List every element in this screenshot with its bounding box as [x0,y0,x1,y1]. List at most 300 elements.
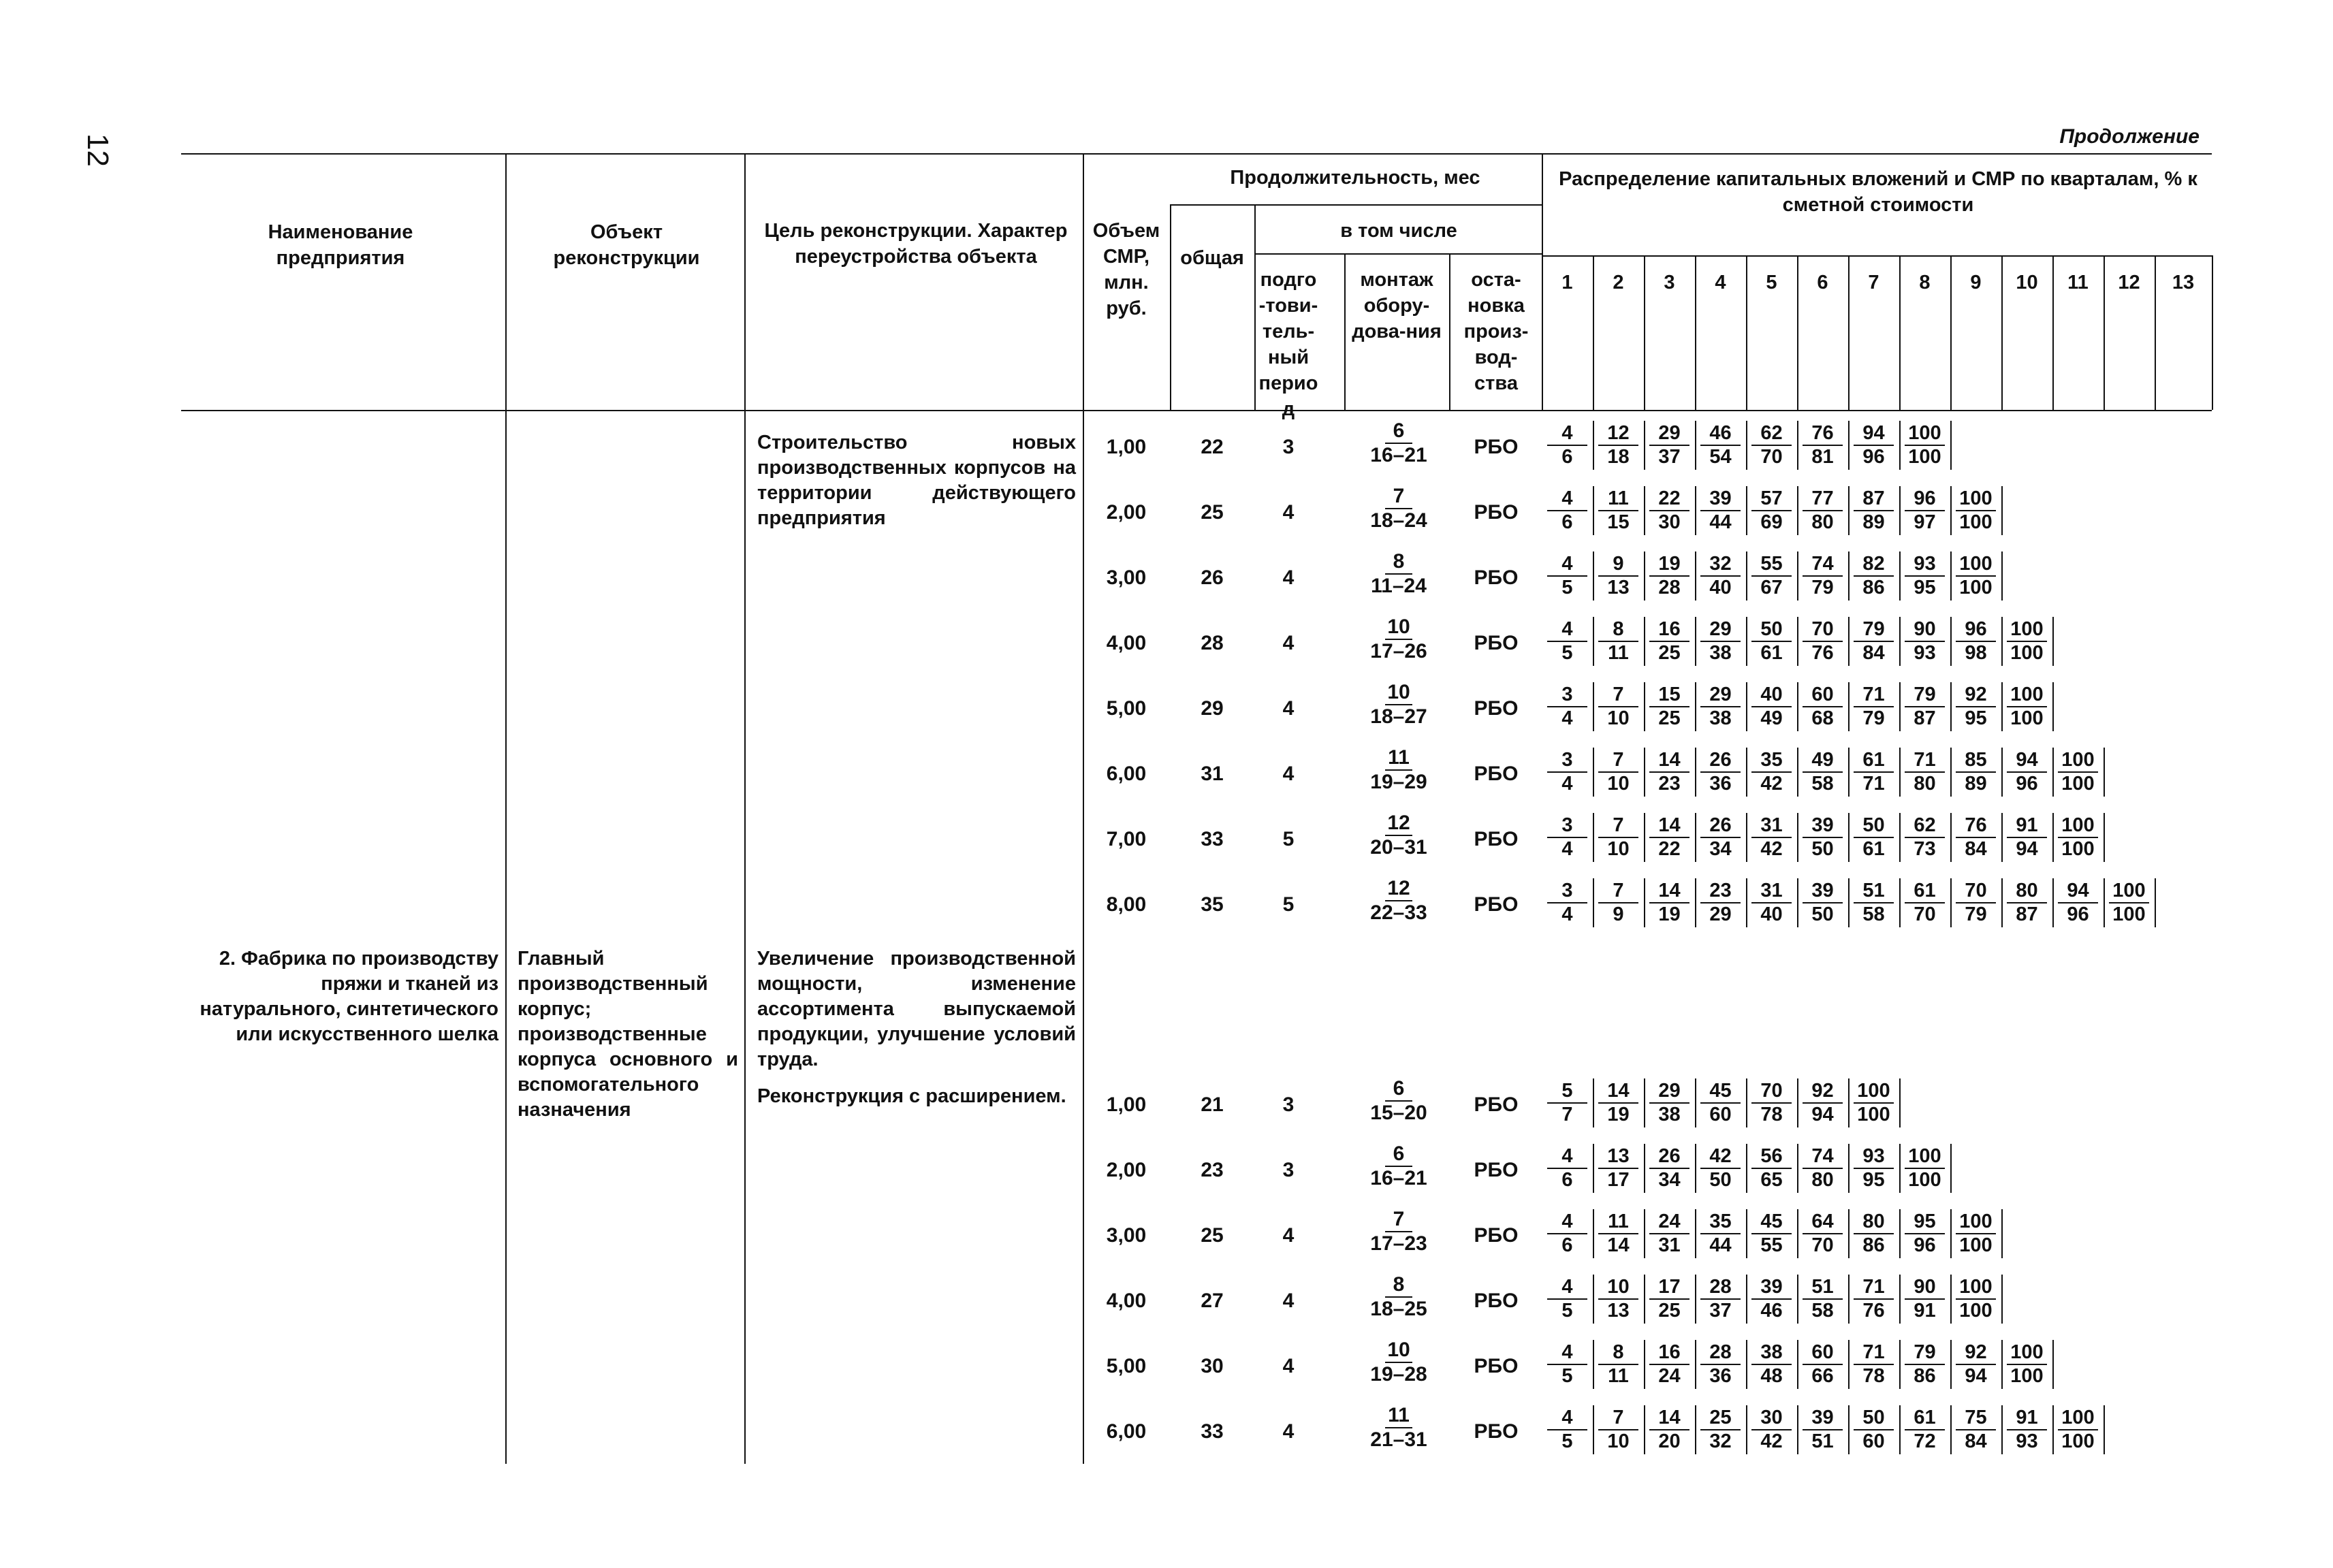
quarter-fraction: 4 5 [1547,618,1587,665]
quarter-cell-line [1797,748,1798,797]
col-line-prep [1254,204,1256,410]
quarter-fraction: 50 60 [1854,1407,1894,1453]
quarter-fraction: 94 96 [2058,880,2098,926]
quarter-fraction: 29 38 [1700,684,1741,730]
quarter-fraction: 11 14 [1598,1211,1638,1257]
quarter-fraction: 91 93 [2007,1407,2047,1453]
page-number: 12 [81,133,114,167]
quarter-fraction: 26 36 [1700,749,1741,795]
quarter-cell-line [1695,1078,1696,1127]
quarter-cell-line [1797,1340,1798,1389]
quarter-fraction: 28 37 [1700,1276,1741,1322]
total-duration-value: 33 [1201,1420,1224,1443]
quarter-cell-line [1746,486,1747,535]
quarter-fraction: 82 86 [1854,553,1894,599]
quarter-cell-line [1797,1405,1798,1454]
prep-period-value: 4 [1282,1290,1295,1312]
total-duration-value: 22 [1201,436,1224,458]
quarter-cell-line [1950,878,1952,927]
quarter-cell-line [1593,421,1594,470]
quarter-header: 11 [2067,272,2089,293]
quarter-fraction: 85 89 [1956,749,1996,795]
quarter-cell-line [1797,486,1798,535]
quarter-fraction: 79 86 [1905,1341,1945,1388]
quarter-cell-line [1593,1405,1594,1454]
section1-goal: Строительство новых производственных корпусов на территории действующего предприятия [757,432,1076,529]
quarter-cell-line [1848,748,1850,797]
quarter-cell-line [1644,617,1645,666]
quarter-cell-line [2001,617,2003,666]
quarter-cell-line [1644,682,1645,731]
total-duration-value: 29 [1201,697,1224,720]
quarter-cell-line [1848,617,1850,666]
quarter-cell-line [1746,551,1747,601]
quarter-cell-line [1746,748,1747,797]
volume-value: 6,00 [1106,1420,1147,1443]
quarter-cell-line [1899,617,1901,666]
quarter-cell-line [1899,551,1901,601]
quarter-fraction: 100 100 [1956,553,1996,599]
quarter-cell-line [1746,421,1747,470]
total-duration-value: 33 [1201,828,1224,850]
quarter-cell-line [1899,682,1901,731]
quarter-cell-line [1644,1275,1645,1324]
section2-subgoal: Реконструкция с расширением. [757,1085,1066,1107]
quarter-cell-line [2104,748,2105,797]
stop-value: РБО [1474,828,1519,850]
quarter-cell-line [1593,1078,1594,1127]
quarter-fraction: 39 44 [1700,487,1741,534]
header-total: общая [1180,247,1244,269]
quarter-fraction: 100 100 [2058,1407,2098,1453]
quarter-cell-line [1848,813,1850,862]
quarter-fraction: 3 4 [1547,684,1587,730]
volume-value: 8,00 [1106,893,1147,916]
quarter-cell-line [1695,551,1696,601]
quarter-cell-line [2052,1340,2054,1389]
quarter-cell-line [1644,1340,1645,1389]
quarter-fraction: 7 10 [1598,684,1638,730]
quarter-cell-line [1950,748,1952,797]
quarter-fraction: 71 79 [1854,684,1894,730]
table-top-rule [181,153,2212,155]
quarter-fraction: 19 28 [1649,553,1689,599]
quarter-cell-line [1695,748,1696,797]
quarter-fraction: 79 84 [1854,618,1894,665]
quarter-header: 10 [2016,272,2038,293]
quarter-cell-line [1695,1340,1696,1389]
quarter-header: 1 [1561,272,1573,293]
section2-goal: Увеличение производственной мощности, изменение ассортимента выпускаемой продукции, улучшение условий труда. [757,948,1076,1070]
quarter-cell-line [1848,1209,1850,1258]
quarter-cell-line [1848,551,1850,601]
total-duration-value: 25 [1201,501,1224,524]
quarter-fraction: 91 94 [2007,814,2047,861]
quarter-cell-line [1695,682,1696,731]
quarter-cell-line [1644,421,1645,470]
prep-period-value: 5 [1282,893,1295,916]
quarter-fraction: 32 40 [1700,553,1741,599]
quarter-fraction: 70 76 [1803,618,1843,665]
quarter-header: 13 [2172,272,2195,293]
quarter-fraction: 61 71 [1854,749,1894,795]
total-duration-value: 31 [1201,763,1224,785]
quarter-fraction: 4 5 [1547,553,1587,599]
header-install: монтаж обору-дова-ния [1352,269,1442,342]
quarter-cell-line [1950,486,1952,535]
quarter-cell-line [1797,617,1798,666]
stop-value: РБО [1474,1159,1519,1181]
quarter-fraction: 45 55 [1751,1211,1792,1257]
col-line-goal [744,153,746,1464]
quarter-fraction: 94 96 [1854,422,1894,468]
quarter-fraction: 71 76 [1854,1276,1894,1322]
distribution-rule [1542,255,2212,257]
quarter-fraction: 4 6 [1547,487,1587,534]
col-line-install [1344,253,1346,410]
quarter-cell-line [1797,1078,1798,1127]
volume-value: 1,00 [1106,436,1147,458]
total-duration-value: 26 [1201,566,1224,589]
quarter-cell-line [1950,1405,1952,1454]
quarter-cell-line [1899,878,1901,927]
quarter-cell-line [2001,1209,2003,1258]
quarter-fraction: 25 32 [1700,1407,1741,1453]
quarter-fraction: 3 4 [1547,749,1587,795]
quarter-cell-line [2052,878,2054,927]
install-fraction: $\frac{6}{16-21}$ [1370,1142,1427,1189]
quarter-fraction: 29 38 [1700,618,1741,665]
quarter-fraction: 4 5 [1547,1341,1587,1388]
quarter-cell-line [2052,617,2054,666]
stop-value: РБО [1474,501,1519,524]
col-line-object [505,153,507,1464]
stop-value: РБО [1474,697,1519,720]
quarter-cell-line [1746,1209,1747,1258]
quarter-fraction: 4 6 [1547,422,1587,468]
quarter-fraction: 80 87 [2007,880,2047,926]
volume-value: 3,00 [1106,566,1147,589]
quarter-cell-line [2001,551,2003,601]
header-duration: Продолжительность, мес [1230,167,1480,189]
header-prep-period: подго-тови-тель-ный период [1258,269,1318,420]
quarter-fraction: 74 80 [1803,1145,1843,1191]
stop-value: РБО [1474,1290,1519,1312]
total-duration-value: 27 [1201,1290,1224,1312]
install-fraction: $\frac{12}{20-31}$ [1370,812,1427,859]
volume-value: 1,00 [1106,1093,1147,1116]
quarter-cell-line [1848,1275,1850,1324]
quarter-cell-line [1899,1405,1901,1454]
quarter-header: 8 [1919,272,1931,293]
quarter-fraction: 100 100 [2007,618,2047,665]
quarter-fraction: 17 25 [1649,1276,1689,1322]
quarter-fraction: 76 81 [1803,422,1843,468]
quarter-fraction: 77 80 [1803,487,1843,534]
quarter-cell-line [1950,1340,1952,1389]
quarter-cell-line [1848,1340,1850,1389]
quarter-cell-line [2001,878,2003,927]
quarter-fraction: 96 98 [1956,618,1996,665]
quarter-fraction: 8 11 [1598,618,1638,665]
quarter-cell-line [1797,682,1798,731]
quarter-fraction: 35 42 [1751,749,1792,795]
quarter-cell-line [1899,1078,1901,1127]
install-fraction: $\frac{7}{18-24}$ [1370,485,1427,532]
quarter-fraction: 76 84 [1956,814,1996,861]
quarter-cell-line [2155,878,2156,927]
col-line-volume [1083,153,1084,1464]
volume-value: 4,00 [1106,1290,1147,1312]
quarter-fraction: 13 17 [1598,1145,1638,1191]
quarter-cell-line [1593,1209,1594,1258]
quarter-cell-line [1950,1144,1952,1193]
prep-period-value: 4 [1282,697,1295,720]
install-fraction: $\frac{7}{17-23}$ [1370,1208,1427,1255]
quarter-header: 12 [2118,272,2140,293]
quarter-cell-line [1695,1144,1696,1193]
quarter-cell-line [1644,1078,1645,1127]
quarter-fraction: 10 13 [1598,1276,1638,1322]
quarter-fraction: 93 95 [1854,1145,1894,1191]
quarter-cell-line [1746,1078,1747,1127]
quarter-cell-line [1695,1275,1696,1324]
quarter-cell-line [1746,1275,1747,1324]
quarter-fraction: 92 95 [1956,684,1996,730]
quarter-cell-line [1848,1078,1850,1127]
header-including: в том числе [1340,220,1457,242]
quarter-fraction: 75 84 [1956,1407,1996,1453]
quarter-fraction: 100 100 [1854,1080,1894,1126]
stop-value: РБО [1474,1420,1519,1443]
quarter-cell-line [2001,748,2003,797]
quarter-fraction: 90 91 [1905,1276,1945,1322]
quarter-cell-line [1797,1275,1798,1324]
quarter-cell-line [2001,682,2003,731]
quarter-fraction: 9 13 [1598,553,1638,599]
quarter-cell-line [1695,1405,1696,1454]
quarter-fraction: 64 70 [1803,1211,1843,1257]
quarter-fraction: 8 11 [1598,1341,1638,1388]
prep-period-value: 4 [1282,566,1295,589]
quarter-cell-line [1797,551,1798,601]
quarter-cell-line [1746,617,1747,666]
quarter-cell-line [1695,486,1696,535]
install-fraction: $\frac{6}{15-20}$ [1370,1077,1427,1124]
quarter-cell-line [1899,748,1901,797]
quarter-fraction: 16 25 [1649,618,1689,665]
quarter-cell-line [1695,617,1696,666]
quarter-cell-line [1644,551,1645,601]
quarter-fraction: 30 42 [1751,1407,1792,1453]
quarter-fraction: 39 51 [1803,1407,1843,1453]
quarter-fraction: 92 94 [1956,1341,1996,1388]
continued-label: Продолжение [2059,125,2200,148]
total-duration-value: 30 [1201,1355,1224,1377]
quarter-fraction: 38 48 [1751,1341,1792,1388]
quarter-fraction: 56 65 [1751,1145,1792,1191]
quarter-fraction: 57 69 [1751,487,1792,534]
duration-rule [1170,204,1542,206]
install-fraction: $\frac{10}{18-27}$ [1370,681,1427,728]
quarter-fraction: 79 87 [1905,684,1945,730]
quarter-cell-line [1950,682,1952,731]
quarter-cell-line [1644,813,1645,862]
including-rule [1254,253,1542,255]
stop-value: РБО [1474,436,1519,458]
header-volume: Объем СМР, млн. руб. [1092,220,1160,319]
prep-period-value: 4 [1282,632,1295,654]
quarter-cell-line [1695,878,1696,927]
header-enterprise-name: Наименование предприятия [268,221,413,269]
quarter-fraction: 74 79 [1803,553,1843,599]
quarter-cell-line [2001,813,2003,862]
prep-period-value: 3 [1282,1159,1295,1181]
stop-value: РБО [1474,763,1519,785]
prep-period-value: 4 [1282,1224,1295,1247]
quarter-cell-line [1695,813,1696,862]
section2-object: Главный производственный корпус; производственные корпуса основного и вспомогательного назначения [518,948,738,1121]
quarter-fraction: 23 29 [1700,880,1741,926]
header-bottom-rule [181,410,2212,411]
quarter-fraction: 4 5 [1547,1407,1587,1453]
quarter-fraction: 4 6 [1547,1145,1587,1191]
quarter-cell-line [2104,878,2105,927]
quarter-cell-line [1695,421,1696,470]
quarter-fraction: 62 70 [1751,422,1792,468]
quarter-fraction: 95 96 [1905,1211,1945,1257]
quarter-cell-line [1695,1209,1696,1258]
prep-period-value: 5 [1282,828,1295,850]
total-duration-value: 28 [1201,632,1224,654]
quarter-cell-line [1746,813,1747,862]
quarter-cell-line [1644,486,1645,535]
volume-value: 3,00 [1106,1224,1147,1247]
quarter-fraction: 87 89 [1854,487,1894,534]
quarter-fraction: 39 50 [1803,880,1843,926]
install-fraction: $\frac{10}{17-26}$ [1370,615,1427,662]
quarter-fraction: 51 58 [1854,880,1894,926]
header-object: Объект реконструкции [553,221,700,269]
install-fraction: $\frac{8}{11-24}$ [1371,550,1427,597]
quarter-fraction: 5 7 [1547,1080,1587,1126]
quarter-fraction: 4 6 [1547,1211,1587,1257]
quarter-cell-line [1899,1209,1901,1258]
volume-value: 6,00 [1106,763,1147,785]
header-stop: оста-новка произ-вод-ства [1463,269,1529,394]
quarter-fraction: 40 49 [1751,684,1792,730]
volume-value: 2,00 [1106,1159,1147,1181]
quarter-cell-line [2104,1405,2105,1454]
quarter-fraction: 70 78 [1751,1080,1792,1126]
total-duration-value: 23 [1201,1159,1224,1181]
quarter-cell-line [1899,1275,1901,1324]
quarter-cell-line [1899,1144,1901,1193]
quarter-cell-line [2052,748,2054,797]
quarter-cell-line [2052,682,2054,731]
quarter-cell-line [1746,1340,1747,1389]
quarter-fraction: 16 24 [1649,1341,1689,1388]
stop-value: РБО [1474,1224,1519,1247]
quarter-fraction: 11 15 [1598,487,1638,534]
quarter-header: 5 [1766,272,1777,293]
quarter-cell-line [1797,421,1798,470]
quarter-fraction: 7 10 [1598,749,1638,795]
quarter-fraction: 94 96 [2007,749,2047,795]
quarter-fraction: 24 31 [1649,1211,1689,1257]
quarter-fraction: 14 19 [1649,880,1689,926]
quarter-fraction: 50 61 [1751,618,1792,665]
quarter-cell-line [1848,682,1850,731]
install-fraction: $\frac{12}{22-33}$ [1370,877,1427,924]
quarter-cell-line [1899,421,1901,470]
quarter-cell-line [2001,1405,2003,1454]
prep-period-value: 4 [1282,1355,1295,1377]
quarter-fraction: 50 61 [1854,814,1894,861]
quarter-fraction: 7 10 [1598,1407,1638,1453]
quarter-fraction: 22 30 [1649,487,1689,534]
quarter-fraction: 60 66 [1803,1341,1843,1388]
quarter-fraction: 100 100 [1956,1211,1996,1257]
stop-value: РБО [1474,893,1519,916]
stop-value: РБО [1474,1093,1519,1116]
quarter-fraction: 100 100 [1956,1276,1996,1322]
quarter-cell-line [1950,1275,1952,1324]
quarter-fraction: 26 34 [1649,1145,1689,1191]
quarter-cell-line [1593,486,1594,535]
quarter-cell-line [1746,1405,1747,1454]
volume-value: 4,00 [1106,632,1147,654]
quarter-cell-line [1644,1405,1645,1454]
quarter-cell-line [1950,617,1952,666]
quarter-cell-line [1593,1275,1594,1324]
quarter-fraction: 100 100 [2007,684,2047,730]
col-line-duration [1170,204,1171,410]
quarter-cell-line [1950,813,1952,862]
quarter-header: 2 [1613,272,1624,293]
quarter-fraction: 51 58 [1803,1276,1843,1322]
quarter-header: 6 [1817,272,1828,293]
quarter-cell-line [1950,551,1952,601]
quarter-fraction: 60 68 [1803,684,1843,730]
quarter-cell-line [1593,1144,1594,1193]
col-line-stop [1449,253,1450,410]
quarter-cell-line [1593,748,1594,797]
quarter-cell-line [1899,813,1901,862]
quarter-header: 4 [1715,272,1726,293]
quarter-fraction: 100 100 [2058,814,2098,861]
quarter-cell-line [1848,878,1850,927]
quarter-fraction: 93 95 [1905,553,1945,599]
quarter-cell-line [1950,1209,1952,1258]
quarter-fraction: 14 20 [1649,1407,1689,1453]
quarter-cell-line [1950,421,1952,470]
stop-value: РБО [1474,632,1519,654]
quarter-cell-line [1797,1144,1798,1193]
quarter-cell-line [1899,486,1901,535]
quarter-fraction: 61 70 [1905,880,1945,926]
quarter-fraction: 55 67 [1751,553,1792,599]
quarter-cell-line [1593,551,1594,601]
quarter-cell-line [1746,682,1747,731]
quarter-fraction: 31 40 [1751,880,1792,926]
quarter-cell-line [2001,486,2003,535]
install-fraction: $\frac{6}{16-21}$ [1370,419,1427,466]
stop-value: РБО [1474,1355,1519,1377]
header-distribution: Распределение капитальных вложений и СМР по кварталам, % к сметной стоимости [1559,168,2197,216]
volume-value: 5,00 [1106,697,1147,720]
header-goal: Цель реконструкции. Характер переустройства объекта [764,220,1068,268]
